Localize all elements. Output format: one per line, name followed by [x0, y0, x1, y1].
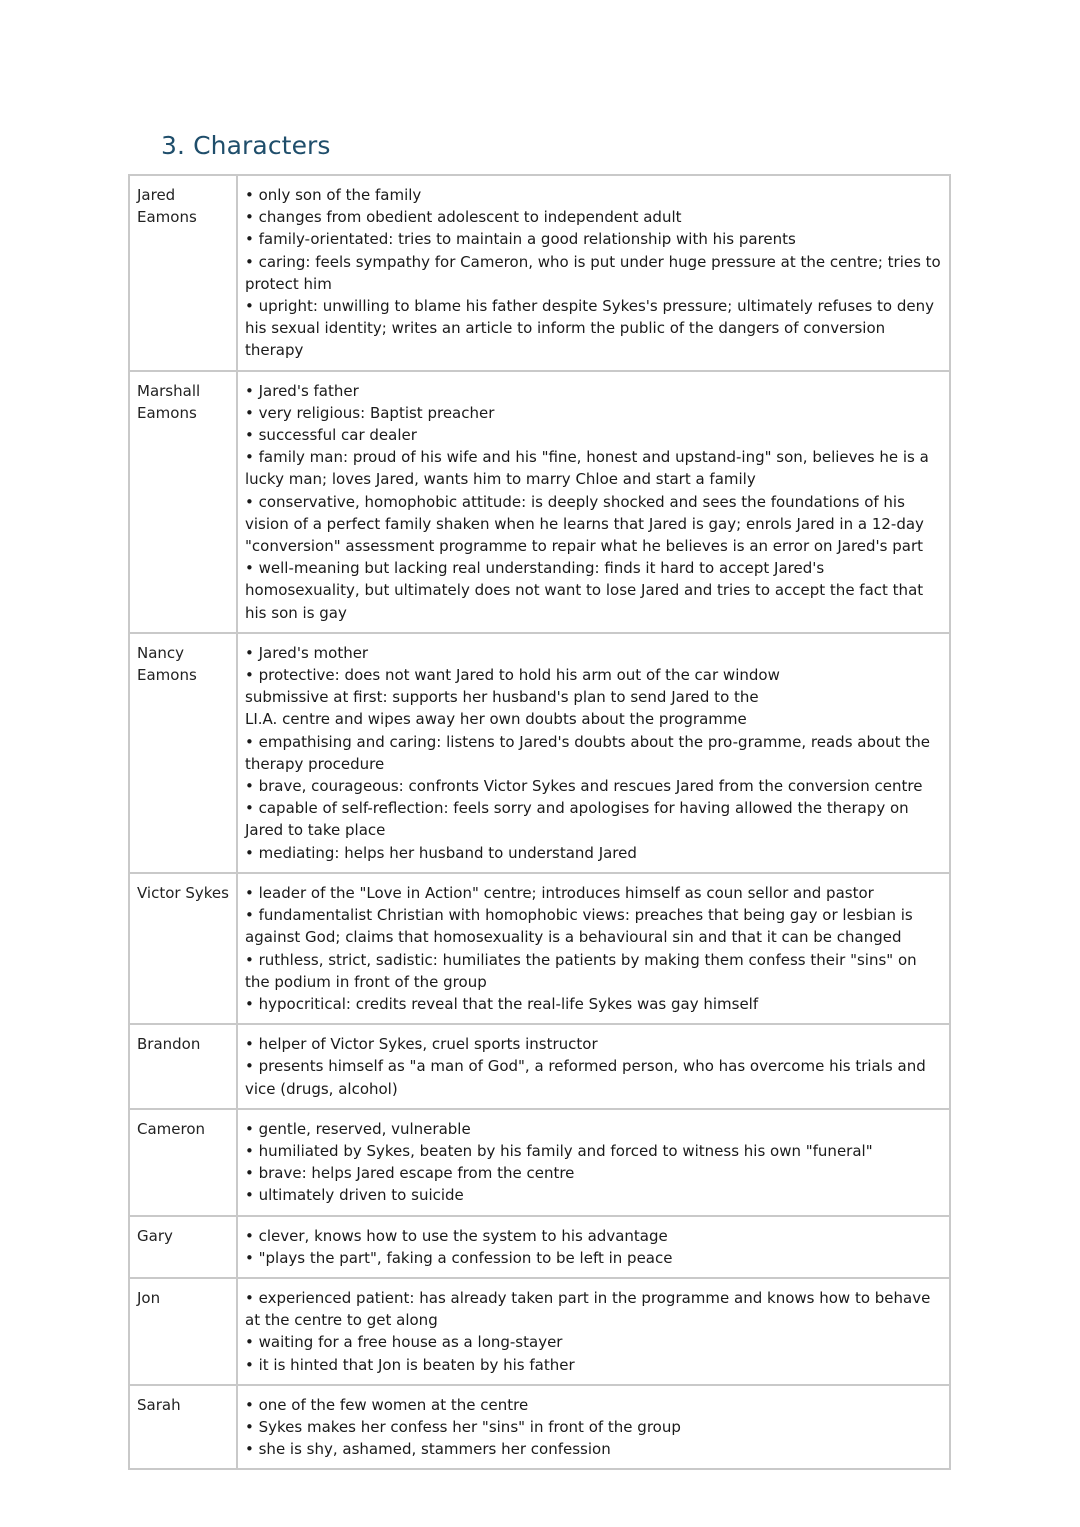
- characters-table: [128, 174, 951, 1470]
- character-row-jared: [129, 175, 950, 371]
- trait-line: • experienced patient: has already taken part in the programme and knows how to behave at the centre to get along: [245, 1288, 931, 1330]
- character-description: [237, 1024, 950, 1109]
- character-row-victor-sykes: [129, 873, 950, 1024]
- trait-line: • conservative, homophobic attitude: is deeply shocked and sees the foundations of his vision of a perfect family shaken when he learns that Jared is gay; enrols Jared in a 12-day "conversion" assessment programme to repair what he believes is an error on Jared's part: [245, 492, 924, 556]
- trait-line: • Jared's mother: [245, 643, 369, 662]
- trait-line: • clever, knows how to use the system to his advantage: [245, 1226, 668, 1245]
- trait-line: • family man: proud of his wife and his "fine, honest and upstand-ing" son, believes he is a lucky man; loves Jared, wants him to marry Chloe and start a family: [245, 448, 929, 489]
- trait-line: • helper of Victor Sykes, cruel sports instructor: [245, 1035, 598, 1054]
- character-name: Jon: [129, 1278, 237, 1385]
- trait-line: • upright: unwilling to blame his father despite Sykes's pressure; ultimately refuses to deny his sexual identity; writes an article to inform the public of the dangers of conversion therapy: [245, 297, 934, 360]
- character-name: Nancy Eamons: [129, 633, 237, 873]
- trait-line: LI.A. centre and wipes away her own doubts about the programme: [245, 710, 747, 729]
- trait-line: • empathising and caring: listens to Jared's doubts about the pro-gramme, reads about the therapy procedure: [245, 732, 930, 773]
- trait-line: • she is shy, ashamed, stammers her confession: [245, 1440, 611, 1459]
- character-name: Marshall Eamons: [129, 371, 237, 633]
- character-name: Victor Sykes: [129, 873, 237, 1024]
- character-row-sarah: [129, 1385, 950, 1470]
- trait-line: • family-orientated: tries to maintain a good relationship with his parents: [245, 230, 796, 249]
- character-name: Brandon: [129, 1024, 237, 1109]
- trait-line: • hypocritical: credits reveal that the real-life Sykes was gay himself: [245, 994, 759, 1013]
- character-name: Sarah: [129, 1385, 237, 1470]
- trait-line: • gentle, reserved, vulnerable: [245, 1119, 471, 1138]
- trait-line: • one of the few women at the centre: [245, 1395, 529, 1414]
- character-name: Cameron: [129, 1109, 237, 1216]
- character-row-gary: [129, 1216, 950, 1278]
- trait-line: • well-meaning but lacking real understanding: finds it hard to accept Jared's homosexuality, but ultimately does not want to lose Jared and tries to accept the fact that his son is gay: [245, 559, 924, 622]
- trait-line: • Sykes makes her confess her "sins" in front of the group: [245, 1417, 681, 1436]
- trait-line: • fundamentalist Christian with homophobic views: preaches that being gay or lesbian is against God; claims that homosexuality is a behavioural sin and that it can be changed: [245, 906, 913, 947]
- character-description: [237, 1278, 950, 1385]
- character-row-marshall: [129, 371, 950, 633]
- trait-line: • presents himself as "a man of God", a reformed person, who has overcome his trials and vice (drugs, alcohol): [245, 1057, 926, 1098]
- trait-line: • humiliated by Sykes, beaten by his family and forced to witness his own "funeral": [245, 1141, 873, 1160]
- character-row-brandon: [129, 1024, 950, 1109]
- trait-line: • very religious: Baptist preacher: [245, 403, 495, 422]
- trait-line: • it is hinted that Jon is beaten by his father: [245, 1355, 575, 1374]
- character-description: [237, 175, 950, 371]
- trait-line: • ruthless, strict, sadistic: humiliates the patients by making them confess their "sins" on the podium in front of the group: [245, 950, 917, 991]
- character-description: [237, 1109, 950, 1216]
- character-row-jon: [129, 1278, 950, 1385]
- trait-line: • leader of the "Love in Action" centre; introduces himself as coun sellor and pastor: [245, 883, 874, 902]
- trait-line: • capable of self-reflection: feels sorry and apologises for having allowed the therapy on Jared to take place: [245, 799, 909, 840]
- character-description: [237, 873, 950, 1024]
- trait-line: • mediating: helps her husband to understand Jared: [245, 843, 637, 862]
- trait-line: • "plays the part", faking a confession to be left in peace: [245, 1248, 673, 1267]
- trait-line: • caring: feels sympathy for Cameron, who is put under huge pressure at the centre; tries to protect him: [245, 252, 941, 293]
- trait-line: • changes from obedient adolescent to independent adult: [245, 208, 682, 227]
- character-row-cameron: [129, 1109, 950, 1216]
- trait-line: • brave, courageous: confronts Victor Sykes and rescues Jared from the conversion centre: [245, 777, 923, 796]
- character-row-nancy: [129, 633, 950, 873]
- trait-line: • only son of the family: [245, 186, 422, 204]
- character-name: Jared Eamons: [129, 175, 237, 371]
- trait-line: • ultimately driven to suicide: [245, 1186, 464, 1205]
- character-description: [237, 633, 950, 873]
- trait-line: • successful car dealer: [245, 426, 417, 445]
- trait-line: submissive at first: supports her husband's plan to send Jared to the: [245, 688, 759, 707]
- trait-line: • waiting for a free house as a long-stayer: [245, 1333, 563, 1352]
- trait-line: • protective: does not want Jared to hold his arm out of the car window: [245, 666, 780, 685]
- character-name: Gary: [129, 1216, 237, 1278]
- trait-line: • brave: helps Jared escape from the centre: [245, 1164, 575, 1183]
- trait-line: • Jared's father: [245, 381, 359, 400]
- character-description: [237, 1385, 950, 1470]
- character-description: [237, 371, 950, 633]
- character-description: [237, 1216, 950, 1278]
- page-title: 3. Characters: [161, 131, 331, 160]
